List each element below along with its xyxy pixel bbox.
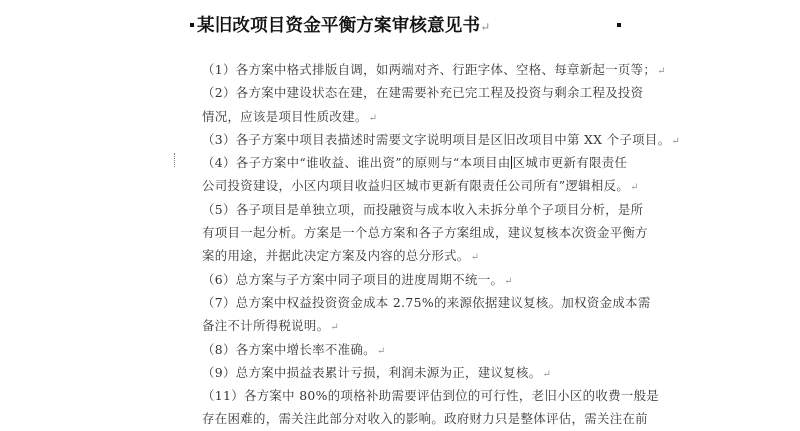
text-line[interactable] [202,338,642,361]
line-text: （8）各方案中增长率不准确。 [202,341,376,357]
line-text: 备注不计所得税说明。 [202,318,330,334]
title-text: 某旧改项目资金平衡方案审核意见书 [197,16,481,36]
text-line[interactable] [202,268,642,291]
paragraph-mark-icon: ↵ [368,112,378,124]
text-line[interactable] [202,361,642,384]
line-text: （1）各方案中格式排版自调，如两端对齐、行距字体、空格、每章新起一页等； [202,62,657,77]
line-text: （3）各子方案中项目表描述时需要文字说明项目是区旧改项目中第 XX 个子项目。 [202,131,671,147]
paragraph-mark-icon: ↵ [630,182,639,194]
line-text: （7）总方案中权益投资资金成本 2.75%的来源依据建议复核。加权资金成本需 [202,294,651,310]
line-text: （11）各方案中 80%的项格补助需要评估到位的可行性，老旧小区的收费一般是 [202,388,660,404]
page-title[interactable] [197,12,490,37]
line-text: （2）各方案中建设状态在建，在建需要补充已完工程及投资与剩余工程及投资 [202,85,644,101]
paragraph-mark-icon: ↵ [671,135,681,147]
text-line[interactable] [202,128,681,151]
paragraph-mark-icon: ↵ [542,368,552,380]
paragraph-mark-icon: ↵ [470,252,480,264]
text-line[interactable] [202,244,642,267]
text-line[interactable] [202,105,642,128]
line-text: 存在困难的，需关注此部分对收入的影响。政府财力只是整体评估，需关注在前 [202,411,648,427]
line-text: 案的用途，并据此决定方案及内容的总分形式。 [202,248,470,264]
text-line[interactable] [202,314,642,337]
line-text: （4）各子方案中“谁收益、谁出资”的原则与“本项目由 [202,155,511,171]
line-text: 区城市更新有限责任 [512,155,628,171]
text-line[interactable] [202,221,648,244]
line-text: 情况，应该是项目性质改建。 [202,108,368,124]
paragraph-mark-icon: ↵ [657,66,666,77]
text-line[interactable] [202,407,648,430]
line-text: （9）总方案中损益表累计亏损，利润未源为正，建议复核。 [202,364,542,380]
text-line[interactable] [202,198,642,221]
margin-marker-icon [174,153,178,167]
text-line[interactable] [202,58,666,81]
line-text: 有项目一起分析。方案是一个总方案和各子方案组成，建议复核本次资金平衡方 [202,225,648,241]
paragraph-mark-icon: ↵ [504,275,514,287]
paragraph-mark-icon: ↵ [376,345,386,357]
title-row [190,12,630,38]
text-line[interactable] [202,291,651,314]
list-bullet-icon [190,23,194,27]
line-text: （6）总方案与子方案中同子项目的进度周期不统一。 [202,271,504,287]
text-line[interactable] [202,81,642,104]
line-text: （5）各子项目是单独立项，而投融资与成本收入未拆分单个子项目分析，是所 [202,201,644,217]
text-line[interactable] [202,151,642,174]
paragraph-mark-icon: ↵ [480,20,491,34]
document-body[interactable] [202,58,681,431]
text-line[interactable] [202,384,660,407]
paragraph-mark-icon: ↵ [330,322,340,334]
line-text: 公司投资建设，小区内项目收益归区城市更新有限责任公司所有”逻辑相反。 [202,178,630,194]
text-line[interactable] [202,174,642,197]
list-bullet-icon [617,23,621,27]
